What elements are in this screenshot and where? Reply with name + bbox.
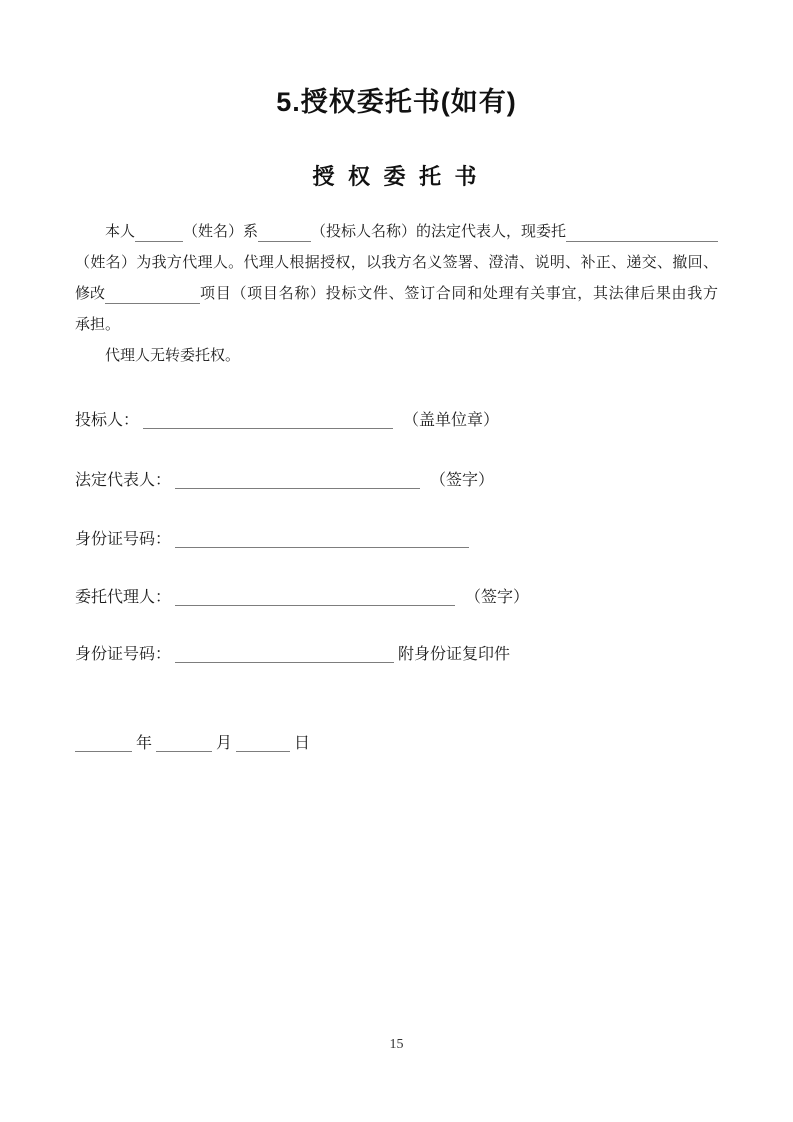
field-row-legal-representative <box>75 470 494 492</box>
field-row-bidder <box>75 410 499 432</box>
page-number: 15 <box>389 1037 404 1052</box>
blank-id-number-1 <box>175 533 469 548</box>
blank-day <box>236 737 290 752</box>
section-heading: 5.授权委托书(如有) <box>276 87 517 117</box>
blank-project-name <box>105 303 200 304</box>
blank-agent-name <box>566 241 718 242</box>
blank-agent-signature <box>175 591 455 606</box>
blank-year <box>75 737 132 752</box>
field-row-id-number-2 <box>75 644 510 666</box>
blank-legal-rep-signature <box>175 474 420 489</box>
blank-bidder-signature <box>143 414 393 429</box>
paragraph-line-2: （姓名）为我方代理人。代理人根据授权，以我方名义签署、澄清、说明、补正、递交、撤回、 <box>75 255 718 271</box>
field-suffix: （盖单位章） <box>403 412 500 429</box>
text-modify: 修改 <box>75 286 106 302</box>
paragraph-line-3 <box>75 279 718 310</box>
blank-month <box>156 737 212 752</box>
date-line <box>75 733 310 755</box>
field-suffix: 附身份证复印件 <box>398 646 511 663</box>
paragraph-line-4: 承担。 <box>75 317 121 333</box>
blank-bidder-name <box>258 241 311 242</box>
year-label: 年 <box>136 735 153 752</box>
text-project-clause: 项目（项目名称）投标文件、签订合同和处理有关事宜，其法律后果由我方 <box>200 286 718 302</box>
field-row-id-number-1 <box>75 529 469 551</box>
blank-principal-name <box>135 241 183 242</box>
document-title: 授 权 委 托 书 <box>312 164 481 189</box>
field-suffix: （签字） <box>430 472 495 489</box>
day-label: 日 <box>294 735 311 752</box>
no-sub-delegation-note: 代理人无转委托权。 <box>105 348 241 364</box>
field-label: 投标人： <box>75 412 140 429</box>
field-label: 身份证号码： <box>75 646 172 663</box>
text-legal-rep-clause: （投标人名称）的法定代表人，现委托 <box>311 224 567 240</box>
field-label: 法定代表人： <box>75 472 172 489</box>
field-suffix: （签字） <box>465 589 530 606</box>
field-label: 委托代理人： <box>75 589 172 606</box>
text-name-note: （姓名）系 <box>183 224 259 240</box>
blank-id-number-2 <box>175 648 394 663</box>
month-label: 月 <box>216 735 233 752</box>
field-row-authorized-agent <box>75 587 529 609</box>
authorization-paragraph <box>75 217 718 372</box>
paragraph-line-1 <box>75 217 718 248</box>
text-principal: 本人 <box>105 224 136 240</box>
field-label: 身份证号码： <box>75 531 172 548</box>
